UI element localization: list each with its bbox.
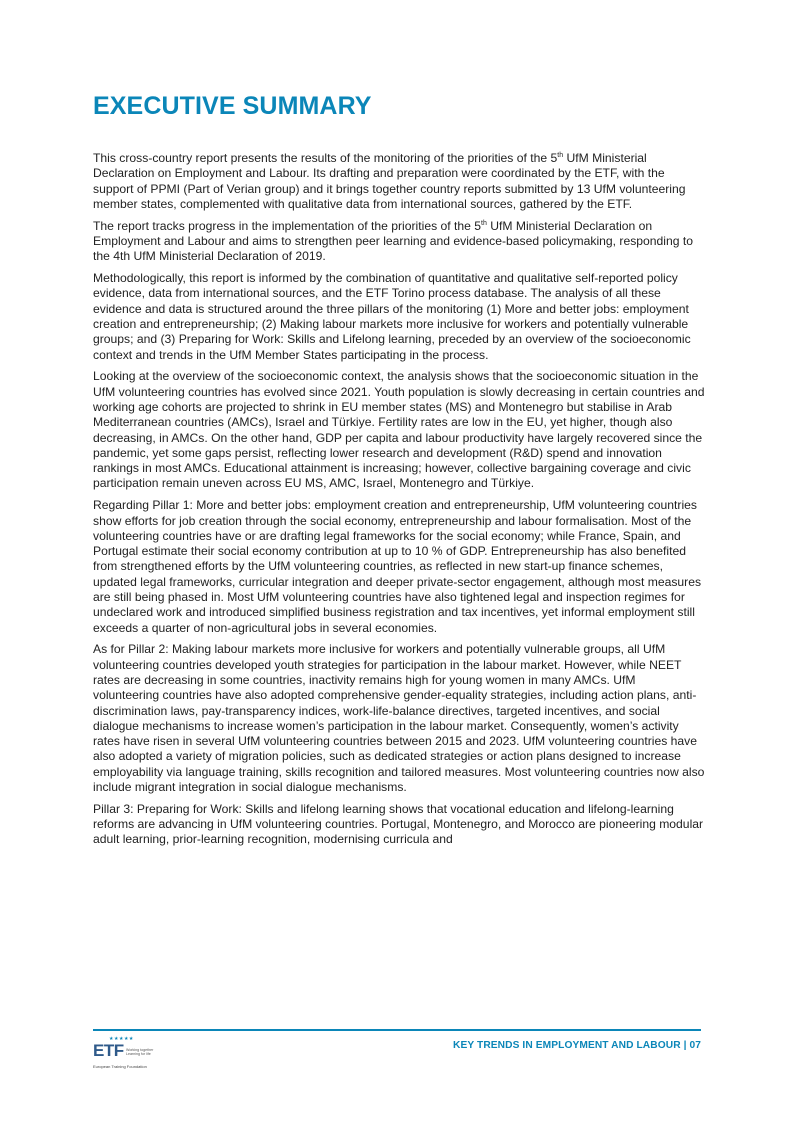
footer-divider: [93, 1029, 701, 1031]
paragraph-intro: This cross-country report presents the results of the monitoring of the priorities of the 5th UfM Ministerial Declaration on Employment and Labour. Its drafting and preparation were coordinated by the ETF, with the support of PPMI (Part of Verian group) and it brings together country reports submitted by 13 UfM volunteering member states, complemented with qualitative data from international sources, gathered by the ETF.: [93, 151, 686, 211]
eu-stars-icon: ★★★★★: [109, 1036, 134, 1042]
etf-logo-tagline: Working together Learning for life: [126, 1048, 154, 1057]
summary-body: [93, 151, 705, 854]
running-title-page-number: KEY TRENDS IN EMPLOYMENT AND LABOUR | 07: [453, 1040, 701, 1051]
paragraph-socioeconomic: Looking at the overview of the socioeconomic context, the analysis shows that the socioeconomic situation in the UfM volunteering countries has evolved since 2021. Youth population is slowly decreasing in certain countries and working age cohorts are projected to shrink in EU member states (MS) and Montenegro but stabilise in Arab Mediterranean countries (AMCs), Israel and Türkiye. Fertility rates are low in the EU, yet higher, though also decreasing, in AMCs. On the other hand, GDP per capita and labour productivity have largely recovered since the pandemic, yet some gaps persist, reflecting lower research and development (R&D) spend and innovation rankings in most AMCs. Educational attainment is increasing; however, collective bargaining coverage and civic participation remain uneven across EU MS, AMC, Israel, Montenegro and Türkiye.: [93, 369, 705, 491]
etf-logo: [93, 1036, 163, 1072]
etf-logo-letters: ETF: [93, 1041, 124, 1060]
paragraph-pillar-3: Pillar 3: Preparing for Work: Skills and lifelong learning shows that vocational education and lifelong-learning reforms are advancing in UfM volunteering countries. Portugal, Montenegro, and Morocco are pioneering modular adult learning, prior-learning recognition, modernising curricula and: [93, 801, 704, 847]
paragraph-tracking: The report tracks progress in the implementation of the priorities of the 5th UfM Ministerial Declaration on Employment and Labour and aims to strengthen peer learning and evidence-based policymaking, responding to the 4th UfM Ministerial Declaration of 2019.: [93, 218, 693, 264]
paragraph-pillar-1: Regarding Pillar 1: More and better jobs: employment creation and entrepreneurship, UfM volunteering countries show efforts for job creation through the social economy, entrepreneurship and labour formalisation. Most of the volunteering countries have or are drafting legal frameworks for the social economy; while France, Spain, and Portugal estimate their social economy contribution at up to 10 % of GDP. Entrepreneurship has also benefited from strengthened efforts by the UfM volunteering countries, as reflected in new start-up finance schemes, updated legal frameworks, curricular integration and deeper private-sector engagement, although most measures are still being phased in. Most UfM volunteering countries have also tightened legal and inspection regimes for undeclared work and introduced simplified business registration and tax incentives, yet informal employment still exceeds a quarter of non-agricultural jobs in several economies.: [93, 498, 702, 635]
paragraph-pillar-2: As for Pillar 2: Making labour markets more inclusive for workers and potentially vulnerable groups, all UfM volunteering countries developed youth strategies for participation in the labour market. However, while NEET rates are decreasing in some countries, inactivity remains high for young women in many AMCs. UfM volunteering countries have also adopted comprehensive gender-equality strategies, including action plans, anti-discrimination laws, pay-transparency indices, work-life-balance directives, targeted incentives, and social dialogue mechanisms to increase women’s participation in the labour market. Consequently, women’s activity rates have risen in several UfM volunteering countries between 2015 and 2023. UfM volunteering countries have also adopted a variety of migration policies, such as dedicated strategies or action plans designed to increase employability via language training, skills recognition and tailored measures. Most volunteering countries now also include migrant integration in social dialogue mechanisms.: [93, 642, 705, 795]
page-title: EXECUTIVE SUMMARY: [93, 92, 372, 120]
etf-logo-organisation: European Training Foundation: [93, 1064, 147, 1069]
paragraph-methodology: Methodologically, this report is informed by the combination of quantitative and qualitative self-reported policy evidence, data from international sources, and the ETF Torino process database. The analysis of all these evidence and data is structured around the three pillars of the monitoring (1) More and better jobs: employment creation and entrepreneurship; (2) Making labour markets more inclusive for workers and potentially vulnerable groups; and (3) Preparing for Work: Skills and Lifelong learning, preceded by an overview of the socioeconomic context and trends in the UfM Member States participating in the process.: [93, 271, 691, 362]
